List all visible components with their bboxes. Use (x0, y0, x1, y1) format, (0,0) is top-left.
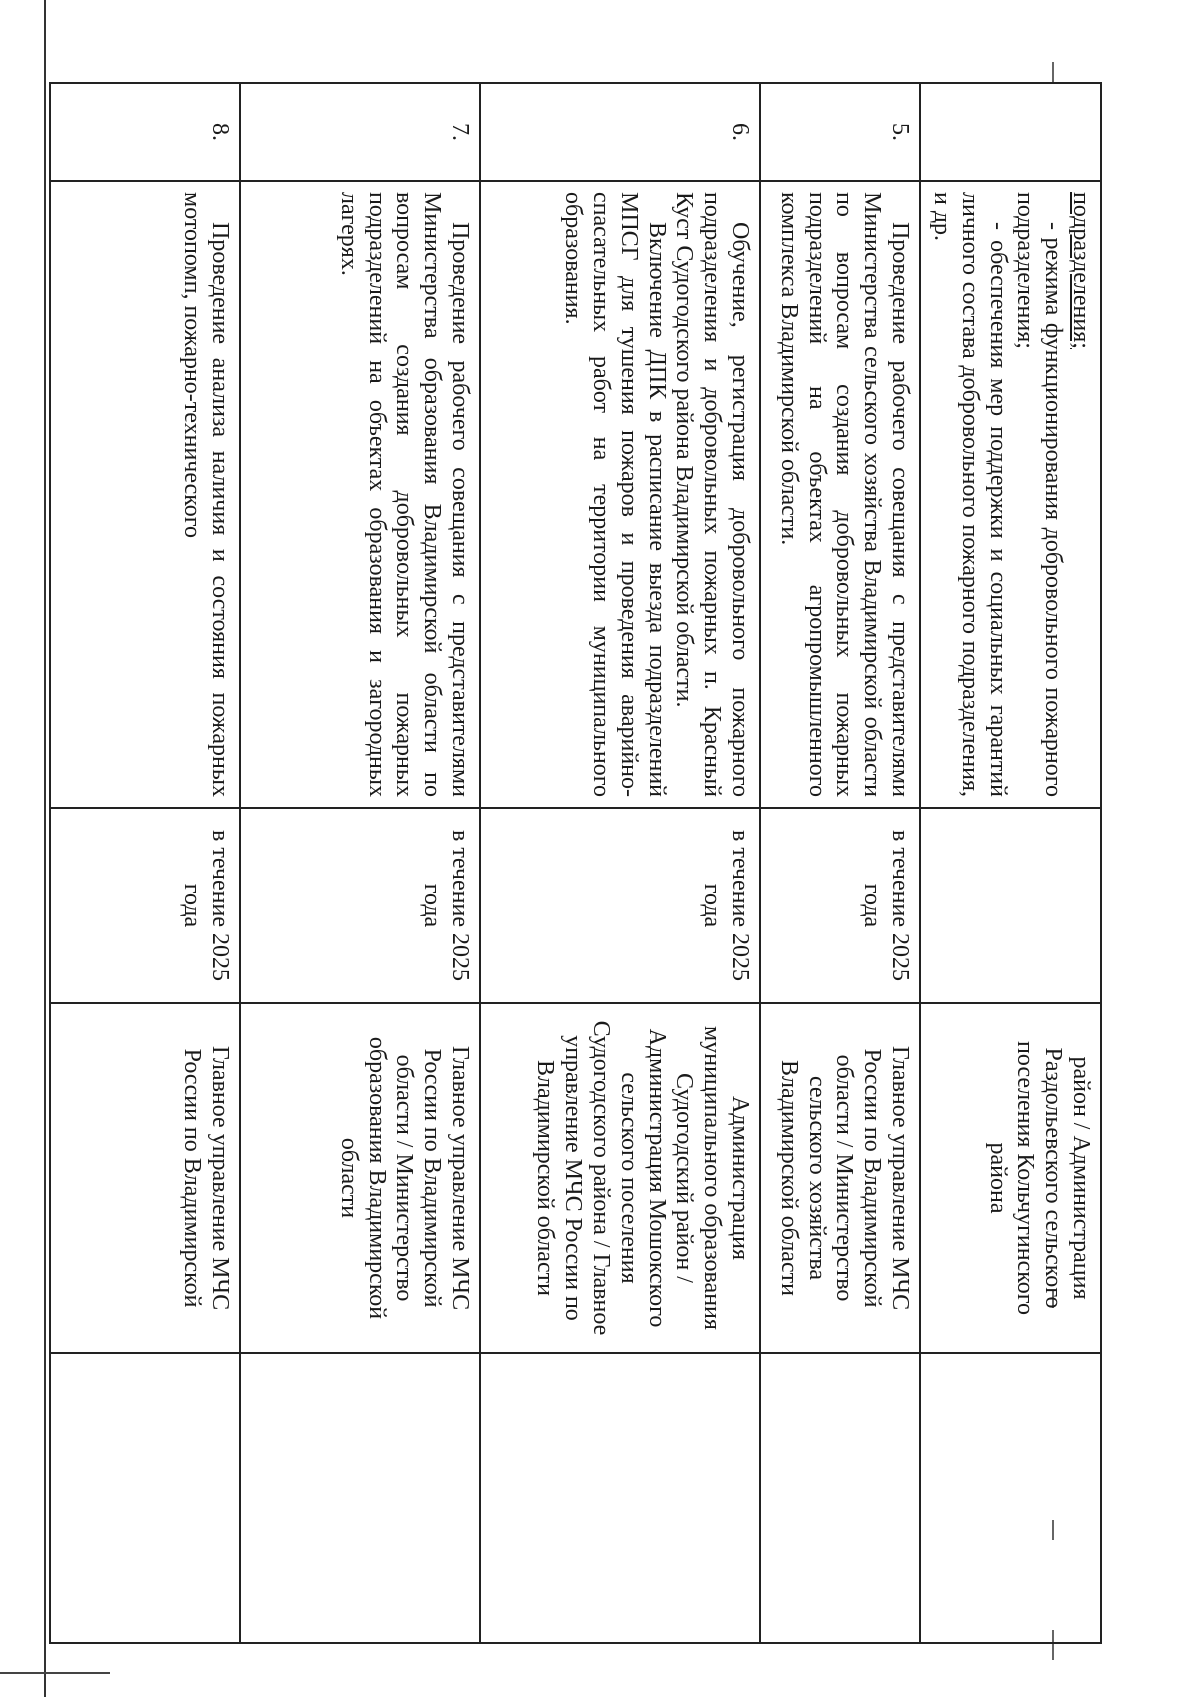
note-cell (480, 1353, 760, 1643)
note-cell (50, 1353, 240, 1643)
activity-text: - режима функционирования добровольного пожарного подразделения; (1012, 192, 1067, 797)
action-plan-table (49, 82, 1102, 1644)
note-cell (760, 1353, 920, 1643)
table-row-8 (50, 83, 240, 1643)
activity-cell (50, 181, 240, 808)
activity-text: Проведение рабочего совещания с представителями Министерства образования Владимирской области по вопросам создания добровольных пожарных подразделений на объектах образования и загородных лагерях. (335, 192, 474, 797)
activity-text: Проведение анализа наличия и состояния пожарных мотопомп, пожарно-технического (179, 192, 234, 797)
note-cell (240, 1353, 480, 1643)
responsible-cell: Главное управление МЧС России по Владимирской (50, 1003, 240, 1353)
table-row-7 (240, 83, 480, 1643)
activity-cell (760, 181, 920, 808)
activity-cell (920, 181, 1101, 808)
activity-text: Включение ДПК в расписание выезда подразделений МПСГ для тушения пожаров и проведения аварийно-спасательных работ на территории муниципального образования. (560, 192, 670, 797)
binder-foot-line (0, 1672, 110, 1674)
row-number-cell: 7. (240, 83, 480, 181)
responsible-cell: Главное управление МЧС России по Владимирской области / Министерство образования Владимирской области (240, 1003, 480, 1353)
note-cell (920, 1353, 1101, 1643)
responsible-cell: район / Администрация Раздольевского сельского поселения Кольчугинского района (920, 1003, 1101, 1353)
activity-text: Проведение рабочего совещания с представителями Министерства сельского хозяйства Владимирской области по вопросам создания добровольных пожарных подразделений на объектах агропромышленного комплекса Владимирской области. (775, 192, 914, 797)
binder-edge-line (44, 0, 46, 1697)
activity-text: - обеспечения мер поддержки и социальных гарантий личного состава добровольного пожарного подразделения, и др. (928, 192, 1011, 797)
term-cell: в течение 2025 года (240, 808, 480, 1003)
responsible-cell: Администрация муниципального образования Судогодский район / Администрация Мошокского сельского поселения Судогодского района / Главное управление МЧС России по Владимирской области (480, 1003, 760, 1353)
edge-dash (1052, 62, 1054, 84)
rotated-page-content (112, 82, 1102, 1642)
term-cell (920, 808, 1101, 1003)
table-row-continuation (920, 83, 1101, 1643)
activity-text: Обучение, регистрация добровольного пожарного подразделения и добровольных пожарных п. Красный Куст Судогодского района Владимирской области. (671, 192, 754, 797)
responsible-cell: Главное управление МЧС России по Владимирской области / Министерство сельского хозяйства Владимирской области (760, 1003, 920, 1353)
activity-text: подразделения; (1068, 192, 1094, 349)
table-row-6 (480, 83, 760, 1643)
row-number-cell: 8. (50, 83, 240, 181)
row-number-cell: 5. (760, 83, 920, 181)
term-cell: в течение 2025 года (480, 808, 760, 1003)
row-number-cell (920, 83, 1101, 181)
term-cell: в течение 2025 года (760, 808, 920, 1003)
row-number-cell: 6. (480, 83, 760, 181)
activity-cell (240, 181, 480, 808)
table-row-5 (760, 83, 920, 1643)
term-cell: в течение 2025 года (50, 808, 240, 1003)
activity-cell (480, 181, 760, 808)
